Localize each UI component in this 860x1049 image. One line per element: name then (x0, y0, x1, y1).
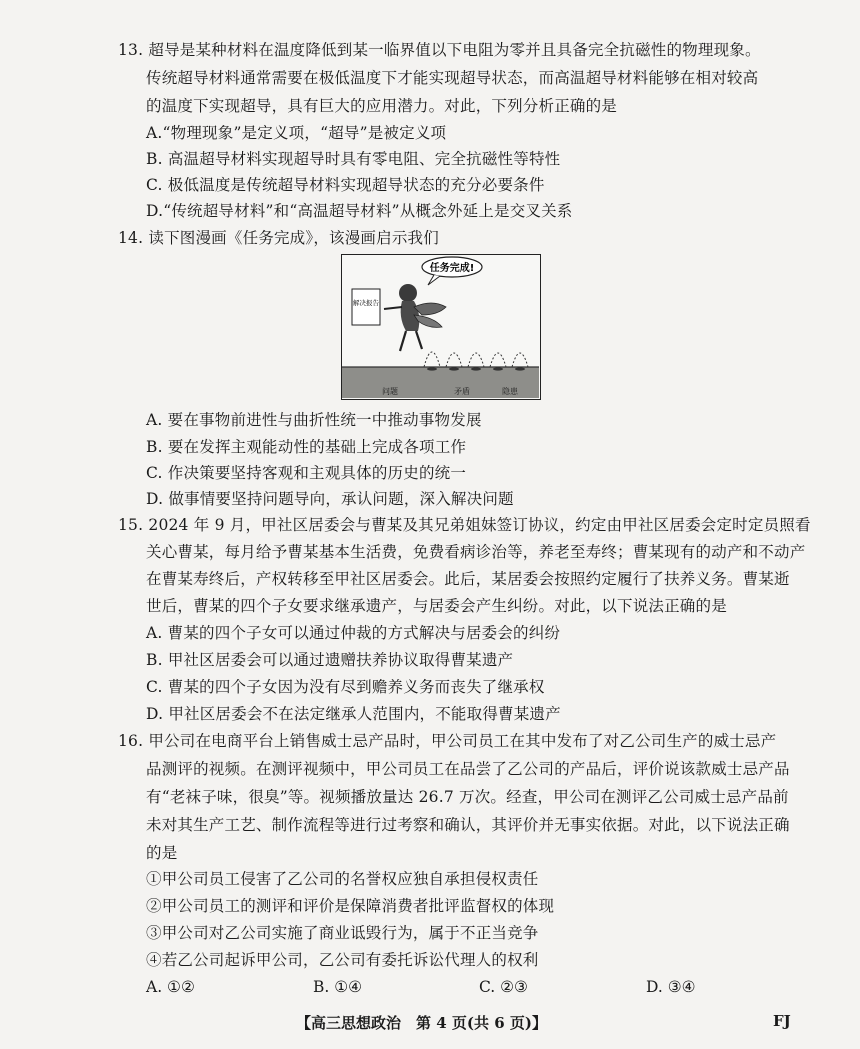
q13-stem-line-2: 传统超导材料通常需要在极低温度下才能实现超导状态，而高温超导材料能够在相对较高 (146, 69, 759, 87)
q15-stem-line-1: 15. 2024 年 9 月，甲社区居委会与曹某及其兄弟姐妹签订协议，约定由甲社区居委会定时定员照看 (118, 516, 811, 534)
report-paper-label: 解决报告 (353, 299, 379, 307)
q16-option-d: D. ③④ (646, 978, 696, 996)
q14-stem: 14. 读下图漫画《任务完成》，该漫画启示我们 (118, 229, 439, 247)
q13-stem-line-1: 13. 超导是某种材料在温度降低到某一临界值以下电阻为零并且具备完全抗磁性的物理现象。 (118, 41, 761, 59)
q16-option-a: A. ①② (146, 978, 195, 996)
q14-option-d: D. 做事情要坚持问题导向，承认问题，深入解决问题 (146, 490, 514, 508)
q16-option-c: C. ②③ (479, 978, 528, 996)
q16-statement-4: ④若乙公司起诉甲公司，乙公司有委托诉讼代理人的权利 (146, 951, 539, 969)
q15-stem-line-3: 在曹某寿终后，产权转移至甲社区居委会。此后，某居委会按照约定履行了扶养义务。曹某逝 (146, 570, 790, 588)
q16-option-b: B. ①④ (313, 978, 363, 996)
q16-statement-1: ①甲公司员工侵害了乙公司的名誉权应独自承担侵权责任 (146, 870, 539, 888)
comic-drawing (342, 255, 539, 398)
q15-option-b: B. 甲社区居委会可以通过遗赠扶养协议取得曹某遗产 (146, 651, 514, 669)
bubble-text: 任务完成! (429, 263, 475, 274)
q15-stem-line-2: 关心曹某，每月给予曹某基本生活费，免费看病诊治等，养老至寿终；曹某现有的动产和不动产 (146, 543, 806, 561)
q16-stem-line-4: 未对其生产工艺、制作流程等进行过考察和确认，其评价并无事实依据。对此，以下说法正确 (146, 816, 790, 834)
bounce-trail (424, 352, 528, 367)
q16-stem-line-5: 的是 (146, 844, 178, 862)
paper-code: FJ (773, 1012, 791, 1030)
q15-option-c: C. 曹某的四个子女因为没有尽到赡养义务而丧失了继承权 (146, 678, 545, 696)
q16-stem-line-2: 品测评的视频。在测评视频中，甲公司员工在品尝了乙公司的产品后，评价说该款威士忌产品 (146, 760, 790, 778)
ground-label-3: 隐患 (502, 387, 518, 396)
q15-option-a: A. 曹某的四个子女可以通过仲裁的方式解决与居委会的纠纷 (146, 624, 561, 642)
flying-figure-icon (384, 284, 446, 351)
report-paper (352, 289, 380, 325)
q16-statement-3: ③甲公司对乙公司实施了商业诋毁行为，属于不正当竞争 (146, 924, 539, 942)
q13-option-b: B. 高温超导材料实现超导时具有零电阻、完全抗磁性等特性 (146, 150, 561, 168)
q14-option-a: A. 要在事物前进性与曲折性统一中推动事物发展 (146, 411, 482, 429)
q13-option-d: D.“传统超导材料”和“高温超导材料”从概念外延上是交叉关系 (146, 202, 573, 220)
q13-option-c: C. 极低温度是传统超导材料实现超导状态的充分必要条件 (146, 176, 545, 194)
ground-label-1: 问题 (382, 387, 398, 396)
q16-statement-2: ②甲公司员工的测评和评价是保障消费者批评监督权的体现 (146, 897, 555, 915)
q16-stem-line-3: 有“老袜子味，很臭”等。视频播放量达 26.7 万次。经查，甲公司在测评乙公司威士忌产品前 (146, 788, 789, 806)
q13-option-a: A.“物理现象”是定义项，“超导”是被定义项 (146, 124, 447, 142)
q16-options-row (146, 978, 706, 998)
ground-label-2: 矛盾 (454, 387, 470, 396)
q13-stem-line-3: 的温度下实现超导，具有巨大的应用潜力。对此，下列分析正确的是 (146, 97, 618, 115)
q15-stem-line-4: 世后，曹某的四个子女要求继承遗产，与居委会产生纠纷。对此，以下说法正确的是 (146, 597, 727, 615)
q16-stem-line-1: 16. 甲公司在电商平台上销售威士忌产品时，甲公司员工在其中发布了对乙公司生产的威士忌产 (118, 732, 777, 750)
q15-option-d: D. 甲社区居委会不在法定继承人范围内，不能取得曹某遗产 (146, 705, 561, 723)
comic-illustration (341, 254, 541, 400)
page-footer: 【高三思想政治 第 4 页(共 6 页)】 (296, 1014, 547, 1032)
q14-option-b: B. 要在发挥主观能动性的基础上完成各项工作 (146, 438, 467, 456)
q14-option-c: C. 作决策要坚持客观和主观具体的历史的统一 (146, 464, 467, 482)
